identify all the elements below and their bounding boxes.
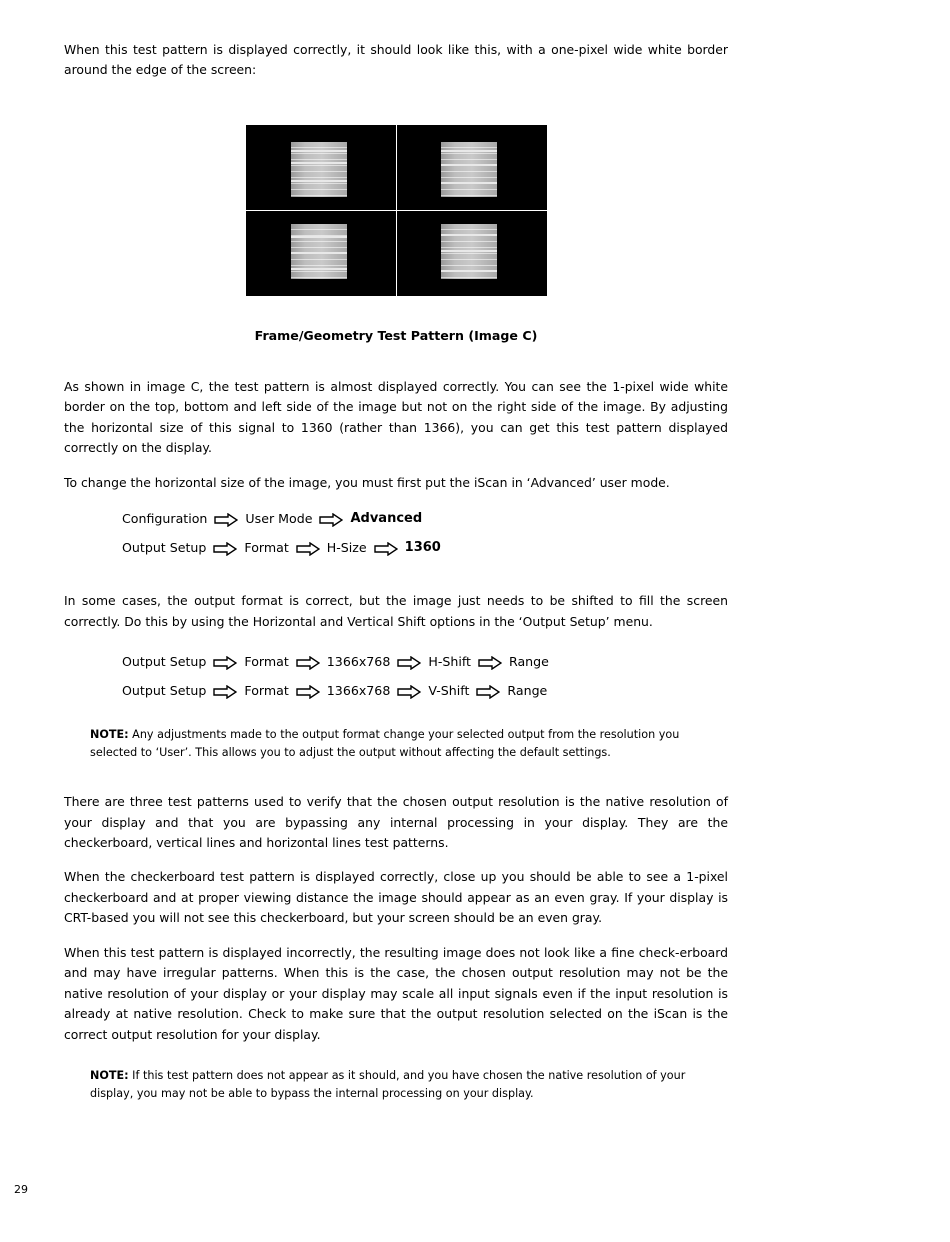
body-paragraph-4: There are three test patterns used to verify that the chosen output resolution is the native resolution of your display and that you are bypassing any internal processing in your display. They are the checkerboard, vertical lines and horizontal lines test patterns.	[64, 794, 728, 850]
pattern-bar	[291, 252, 347, 254]
intro-paragraph: When this test pattern is displayed correctly, it should look like this, with a one-pixel wide white border around the edge of the screen:	[64, 42, 728, 78]
menu-step: Format	[244, 654, 289, 670]
menu-step: H-Size	[326, 540, 367, 556]
pattern-bar	[291, 150, 347, 152]
arrow-right-icon	[296, 656, 320, 670]
body-paragraph-6: When this test pattern is displayed incorrectly, the resulting image does not look like a fine check-erboard and may have irregular patterns. When this is the case, the chosen output resolution may not be the native resolution of your display or your display may scale all input signals even if the input resolution is already at native resolution. Check to make sure that the output resolution selected on the iScan is the correct output resolution for your display.	[64, 944, 728, 1042]
pattern-bar	[441, 164, 497, 166]
arrow-right-icon	[296, 685, 320, 699]
menu-step: Range	[508, 654, 549, 670]
note-label: NOTE:	[90, 1069, 129, 1083]
menu-step: Advanced	[350, 511, 423, 527]
arrow-right-icon	[214, 513, 238, 527]
pattern-bar	[441, 182, 497, 184]
menu-step: Output Setup	[122, 683, 207, 699]
menu-step: 1360	[404, 540, 441, 556]
arrow-right-icon	[476, 685, 500, 699]
note-native-resolution	[90, 1067, 710, 1103]
menu-path-h-size	[122, 540, 886, 555]
pattern-bar	[291, 180, 347, 182]
body-paragraph-1: As shown in image C, the test pattern is almost displayed correctly. You can see the 1-pixel wide white border on the top, bottom and left side of the image but not on the right side of the image. By adjusting the horizontal size of this signal to 1360 (rather than 1366), you can get this test pattern displayed correctly on the display.	[64, 378, 728, 456]
arrow-right-icon	[213, 542, 237, 556]
note-text: Any adjustments made to the output format change your selected output from the resolution you selected to ‘User’. This allows you to adjust the output without affecting the default settings.	[90, 728, 680, 760]
figure-container	[64, 123, 728, 298]
note-output-format	[90, 726, 710, 762]
body-paragraph-2: To change the horizontal size of the image, you must first put the iScan in ‘Advanced’ user mode.	[64, 474, 670, 490]
page-number: 29	[14, 1183, 28, 1196]
arrow-right-icon	[319, 513, 343, 527]
frame-geometry-test-pattern-image	[244, 123, 548, 298]
body-paragraph-5: When the checkerboard test pattern is displayed correctly, close up you should be able to see a 1-pixel checkerboard and at proper viewing distance the image should appear as an even gray. If your display is CRT-based you will not see this checkerboard, but your screen should be an even gray.	[64, 869, 728, 926]
pattern-horizontal-center-line	[245, 210, 547, 211]
figure-caption: Frame/Geometry Test Pattern (Image C)	[254, 327, 538, 343]
menu-step: Output Setup	[122, 540, 207, 556]
menu-path-h-shift	[122, 654, 886, 669]
pattern-bar	[291, 268, 347, 270]
arrow-right-icon	[213, 685, 237, 699]
menu-step: Format	[244, 683, 289, 699]
pattern-bar	[291, 236, 347, 238]
menu-step: 1366x768	[326, 683, 391, 699]
menu-step: User Mode	[245, 511, 313, 527]
menu-path-advanced-user-mode	[122, 511, 886, 526]
arrow-right-icon	[397, 685, 421, 699]
body-paragraph-3: In some cases, the output format is correct, but the image just needs to be shifted to fill the screen correctly. Do this by using the Horizontal and Vertical Shift options in the ‘Output Setup’ menu.	[64, 593, 728, 629]
menu-path-v-shift	[122, 683, 886, 698]
menu-step: Format	[244, 540, 289, 556]
arrow-right-icon	[478, 656, 502, 670]
pattern-bar	[291, 162, 347, 164]
arrow-right-icon	[213, 656, 237, 670]
note-label: NOTE:	[90, 728, 129, 742]
note-text: If this test pattern does not appear as it should, and you have chosen the native resolution of your display, you may not be able to bypass the internal processing on your display.	[90, 1069, 686, 1101]
pattern-bar	[441, 234, 497, 236]
arrow-right-icon	[374, 542, 398, 556]
arrow-right-icon	[397, 656, 421, 670]
menu-step: 1366x768	[326, 654, 391, 670]
menu-step: Output Setup	[122, 654, 207, 670]
menu-step: H-Shift	[428, 654, 471, 670]
menu-step: Configuration	[122, 511, 208, 527]
menu-step: V-Shift	[428, 683, 470, 699]
pattern-bar	[441, 250, 497, 252]
arrow-right-icon	[296, 542, 320, 556]
menu-step: Range	[507, 683, 548, 699]
pattern-bar	[441, 270, 497, 272]
pattern-bar	[441, 150, 497, 152]
